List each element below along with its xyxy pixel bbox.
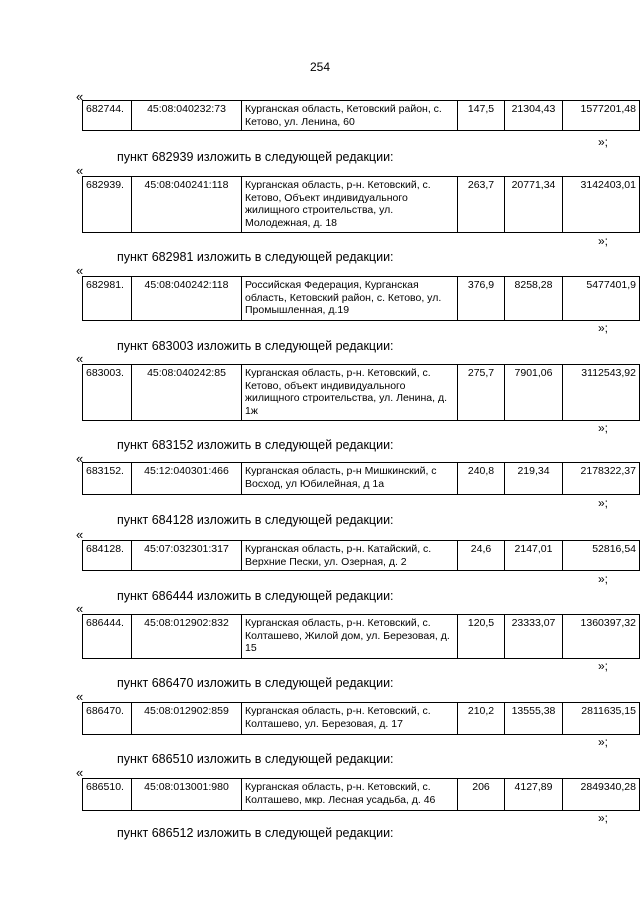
quote-close-mark: »; bbox=[598, 572, 609, 586]
section-heading: пункт 686444 изложить в следующей редакции: bbox=[117, 589, 394, 603]
quote-open-mark: « bbox=[76, 527, 84, 542]
quote-close-mark: »; bbox=[598, 321, 609, 335]
cadastral-number: 45:08:013001:980 bbox=[132, 779, 242, 811]
area-cell: 120,5 bbox=[458, 615, 505, 659]
price-cell: 2849340,28 bbox=[563, 779, 640, 811]
item-number: 682744. bbox=[83, 101, 132, 131]
address-cell: Курганская область, р-н. Кетовский, с. Колташево, ул. Березовая, д. 17 bbox=[242, 703, 458, 735]
quote-open-mark: « bbox=[76, 351, 84, 366]
cadastral-number: 45:08:012902:859 bbox=[132, 703, 242, 735]
table-row bbox=[82, 276, 640, 321]
price-cell: 52816,54 bbox=[563, 541, 640, 571]
area-cell: 275,7 bbox=[458, 365, 505, 421]
quote-open-mark: « bbox=[76, 689, 84, 704]
quote-open-mark: « bbox=[76, 451, 84, 466]
area-cell: 206 bbox=[458, 779, 505, 811]
value-cell: 13555,38 bbox=[505, 703, 563, 735]
address-cell: Российская Федерация, Курганская область, Кетовский район, с. Кетово, ул. Промышленная, д.19 bbox=[242, 277, 458, 321]
quote-close-mark: »; bbox=[598, 496, 609, 510]
quote-open-mark: « bbox=[76, 163, 84, 178]
area-cell: 24,6 bbox=[458, 541, 505, 571]
table-row bbox=[82, 614, 640, 659]
section-heading: пункт 683003 изложить в следующей редакции: bbox=[117, 339, 394, 353]
quote-close-mark: »; bbox=[598, 659, 609, 673]
value-cell: 21304,43 bbox=[505, 101, 563, 131]
area-cell: 376,9 bbox=[458, 277, 505, 321]
table-row bbox=[82, 778, 640, 811]
section-heading: пункт 682981 изложить в следующей редакции: bbox=[117, 250, 394, 264]
quote-close-mark: »; bbox=[598, 811, 609, 825]
area-cell: 210,2 bbox=[458, 703, 505, 735]
value-cell: 2147,01 bbox=[505, 541, 563, 571]
item-number: 683152. bbox=[83, 463, 132, 495]
item-number: 684128. bbox=[83, 541, 132, 571]
price-cell: 3142403,01 bbox=[563, 177, 640, 233]
price-cell: 2178322,37 bbox=[563, 463, 640, 495]
area-cell: 263,7 bbox=[458, 177, 505, 233]
price-cell: 1577201,48 bbox=[563, 101, 640, 131]
item-number: 686470. bbox=[83, 703, 132, 735]
section-heading: пункт 686470 изложить в следующей редакции: bbox=[117, 676, 394, 690]
area-cell: 147,5 bbox=[458, 101, 505, 131]
price-cell: 5477401,9 bbox=[563, 277, 640, 321]
area-cell: 240,8 bbox=[458, 463, 505, 495]
table-row bbox=[82, 176, 640, 233]
price-cell: 3112543,92 bbox=[563, 365, 640, 421]
table-row bbox=[82, 462, 640, 495]
quote-close-mark: »; bbox=[598, 234, 609, 248]
price-cell: 2811635,15 bbox=[563, 703, 640, 735]
page-number: 254 bbox=[309, 60, 331, 74]
value-cell: 8258,28 bbox=[505, 277, 563, 321]
quote-close-mark: »; bbox=[598, 421, 609, 435]
table-row bbox=[82, 364, 640, 421]
section-heading: пункт 684128 изложить в следующей редакции: bbox=[117, 513, 394, 527]
quote-open-mark: « bbox=[76, 89, 84, 104]
quote-open-mark: « bbox=[76, 601, 84, 616]
address-cell: Курганская область, р-н. Кетовский, с. Кетово, Объект индивидуального жилищного строительства, ул. Молодежная, д. 18 bbox=[242, 177, 458, 233]
value-cell: 4127,89 bbox=[505, 779, 563, 811]
cadastral-number: 45:08:040242:85 bbox=[132, 365, 242, 421]
cadastral-number: 45:08:012902:832 bbox=[132, 615, 242, 659]
table-row bbox=[82, 702, 640, 735]
item-number: 683003. bbox=[83, 365, 132, 421]
item-number: 686510. bbox=[83, 779, 132, 811]
address-cell: Курганская область, Кетовский район, с. Кетово, ул. Ленина, 60 bbox=[242, 101, 458, 131]
address-cell: Курганская область, р-н Мишкинский, с Восход, ул Юбилейная, д 1а bbox=[242, 463, 458, 495]
table-row bbox=[82, 100, 640, 131]
address-cell: Курганская область, р-н. Кетовский, с. Колташево, Жилой дом, ул. Березовая, д. 15 bbox=[242, 615, 458, 659]
section-heading: пункт 683152 изложить в следующей редакции: bbox=[117, 438, 394, 452]
value-cell: 219,34 bbox=[505, 463, 563, 495]
item-number: 686444. bbox=[83, 615, 132, 659]
section-heading: пункт 682939 изложить в следующей редакции: bbox=[117, 150, 394, 164]
quote-open-mark: « bbox=[76, 263, 84, 278]
address-cell: Курганская область, р-н. Катайский, с. Верхние Пески, ул. Озерная, д. 2 bbox=[242, 541, 458, 571]
section-heading-final: пункт 686512 изложить в следующей редакции: bbox=[117, 826, 394, 840]
item-number: 682939. bbox=[83, 177, 132, 233]
cadastral-number: 45:12:040301:466 bbox=[132, 463, 242, 495]
section-heading: пункт 686510 изложить в следующей редакции: bbox=[117, 752, 394, 766]
quote-close-mark: »; bbox=[598, 135, 609, 149]
value-cell: 7901,06 bbox=[505, 365, 563, 421]
value-cell: 23333,07 bbox=[505, 615, 563, 659]
quote-close-mark: »; bbox=[598, 735, 609, 749]
item-number: 682981. bbox=[83, 277, 132, 321]
value-cell: 20771,34 bbox=[505, 177, 563, 233]
table-row bbox=[82, 540, 640, 571]
cadastral-number: 45:08:040241:118 bbox=[132, 177, 242, 233]
quote-open-mark: « bbox=[76, 765, 84, 780]
price-cell: 1360397,32 bbox=[563, 615, 640, 659]
cadastral-number: 45:08:040232:73 bbox=[132, 101, 242, 131]
address-cell: Курганская область, р-н. Кетовский, с. Колташево, мкр. Лесная усадьба, д. 46 bbox=[242, 779, 458, 811]
cadastral-number: 45:07:032301:317 bbox=[132, 541, 242, 571]
cadastral-number: 45:08:040242:118 bbox=[132, 277, 242, 321]
address-cell: Курганская область, р-н. Кетовский, с. Кетово, объект индивидуального жилищного строительства, ул. Ленина, д. 1ж bbox=[242, 365, 458, 421]
